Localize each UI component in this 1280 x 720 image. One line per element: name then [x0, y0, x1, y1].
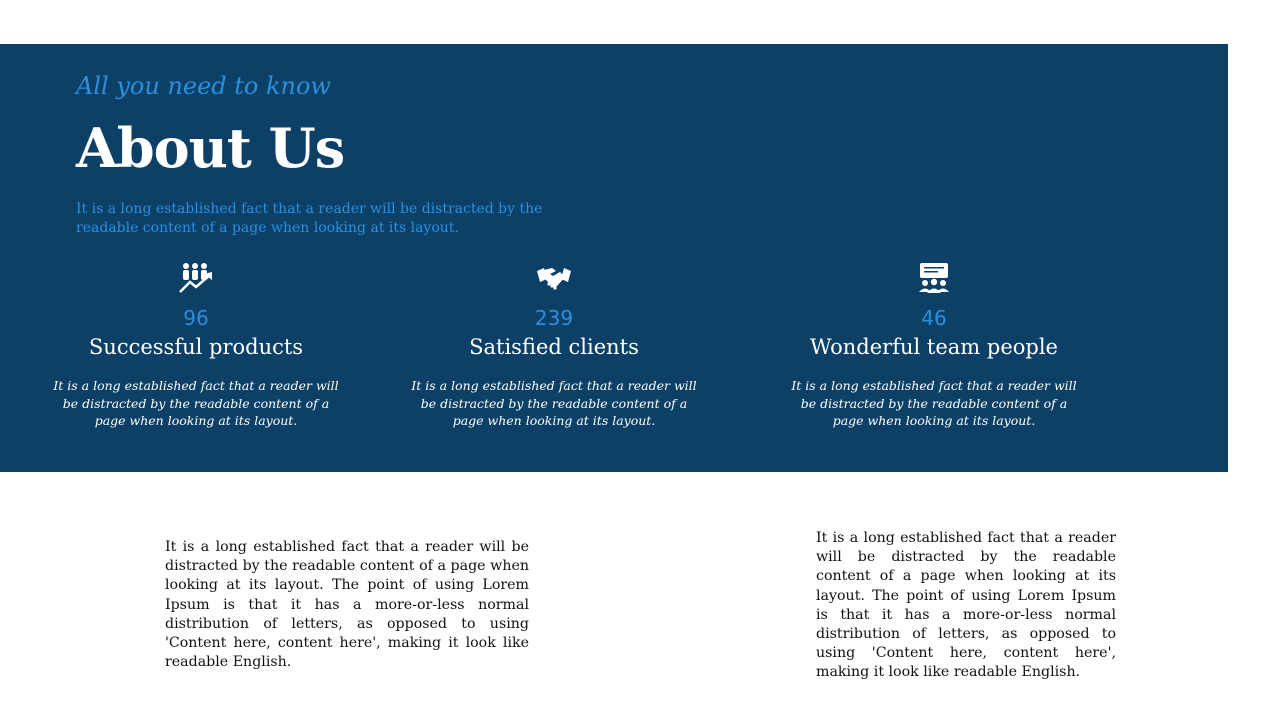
stat-description: It is a long established fact that a reader will be distracted by the readable content of a page when looking at its layout. — [791, 378, 1077, 428]
handshake-icon — [394, 262, 714, 296]
stat-wonderful-team — [774, 262, 1094, 430]
page-title: About Us — [76, 116, 345, 180]
stat-value: 239 — [534, 306, 574, 330]
stat-description: It is a long established fact that a reader will be distracted by the readable content of a page when looking at its layout. — [53, 378, 339, 428]
body-paragraph-left: It is a long established fact that a reader will be distracted by the readable content of a page when looking at its layout. The point of using Lorem Ipsum is that it has a more-or-less normal distribution of letters, as opposed to using 'Content here, content here', making it look like readable English. — [165, 539, 529, 671]
stat-value: 96 — [183, 306, 209, 330]
body-paragraph-right: It is a long established fact that a reader will be distracted by the readable content of a page when looking at its layout. The point of using Lorem Ipsum is that it has a more-or-less normal distribution of letters, as opposed to using 'Content here, content here', making it look like readable English. — [816, 530, 1116, 681]
stat-label: Satisfied clients — [469, 335, 639, 359]
stat-label: Wonderful team people — [809, 335, 1058, 359]
stat-description: It is a long established fact that a reader will be distracted by the readable content of a page when looking at its layout. — [411, 378, 697, 428]
growth-team-icon — [36, 262, 356, 296]
section-subtitle: All you need to know — [76, 72, 331, 100]
stat-satisfied-clients — [394, 262, 714, 430]
stat-successful-products — [36, 262, 356, 430]
team-meeting-icon — [774, 262, 1094, 296]
stat-value: 46 — [921, 306, 947, 330]
intro-text: It is a long established fact that a reader will be distracted by the readable content of a page when looking at its layout. — [76, 201, 543, 236]
stat-label: Successful products — [88, 335, 304, 359]
